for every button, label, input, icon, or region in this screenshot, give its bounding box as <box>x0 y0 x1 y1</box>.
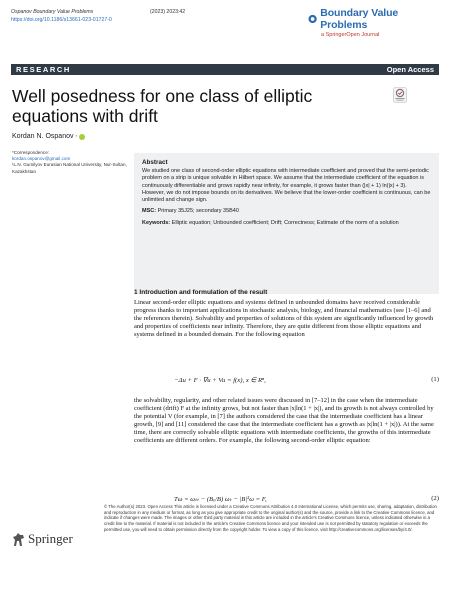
abstract-heading: Abstract <box>142 159 168 166</box>
citation-journal: Ospanov Boundary Value Problems <box>11 9 94 15</box>
journal-logo[interactable] <box>308 7 438 38</box>
keywords-text: Elliptic equation; Unbounded coefficient; Drift; Correctness; Estimate of the norm of a solution <box>171 219 399 226</box>
article-type-banner <box>11 64 439 75</box>
msc-line <box>142 208 431 215</box>
equation-1-body: −Δu + F · ∇u + Vu = f(x), x ∈ Rⁿ, <box>174 377 266 384</box>
author-marks: * <box>75 134 78 139</box>
body-paragraph-2: the solvability, regularity, and other related issues were discussed in [7–12] in the case when the intermediate coefficient (drift) F at the infinity grows, but not faster than |x|ln(1 + |x|), and its growth is not always controlled by the potential V (for example, in [7] the authors considered the case that the intermediate coefficient has a linear growth, [9] and [11] considered the case that the intermediate coefficient has a growth as |x|ln(1 + |x|)). At the same time, there are correctly solvable elliptic equations with intermediate coefficients, the growths of this intermediate coefficients are different orders. For example, the following second-order elliptic equation: <box>134 397 434 445</box>
citation-year-id: (2023) 2023:42 <box>150 9 186 15</box>
springer-horse-icon <box>12 532 25 547</box>
keywords-label: Keywords: <box>142 219 171 226</box>
abstract-text: We studied one class of second-order elliptic equations with intermediate coefficient and proved that the semi-periodic problem on a strip is unique solvable in Hilbert space. We assume that the intermediate coefficient of the equation is continuously differentiable and grows rapidly near infinity, for example, it grows faster than (|x| + 1) ln(|x| + 3). However, we do not impose bounds on its derivatives. We believe that the lower-order coefficient is continuous, can be unlimited and change sign. <box>142 168 431 204</box>
page-title: Well posedness for one class of elliptic equations with drift <box>12 86 313 126</box>
citation-header <box>11 9 112 24</box>
author-line <box>12 133 85 140</box>
abstract-box <box>134 153 439 294</box>
body-paragraph-1: Linear second-order elliptic equations and systems defined in unbounded domains have received considerable progress thanks to important applications in stochastic analysis, biology, and financial mathematics (see [1–6] and the references therein). Solvability and properties of solutions of this system are significantly influenced by growth and properties of coefficients near infinity. Therefore, they are quite different from those elliptic equations and systems defined in a bounded domain. For the following equation <box>134 299 434 339</box>
publisher-name: Springer <box>28 531 73 546</box>
license-text: © The Author(s) 2023. Open Access This article is licensed under a Creative Commons Attribution 4.0 International License, which permits use, sharing, adaptation, distribution and reproduction in any medium or format, as long as you give appropriate credit to the original author(s) and the source, provide a link to the Creative Commons licence, and indicate if changes were made. The images or other third party material in this article are included in the article's Creative Commons licence, unless indicated otherwise in a credit line to the material. If material is not included in the article's Creative Commons licence and your intended use is not permitted by statutory regulation or exceeds the permitted use, you will need to obtain permission directly from the copyright holder. To view a copy of this licence, visit http://creativecommons.org/licenses/by/4.0/. <box>104 504 437 532</box>
msc-label: MSC: <box>142 208 157 215</box>
section-heading: 1 Introduction and formulation of the result <box>134 289 268 296</box>
msc-codes: Primary 35J25; secondary 35B40 <box>157 208 239 215</box>
journal-logo-icon <box>308 14 317 24</box>
doi-link[interactable]: https://doi.org/10.1186/s13661-023-01727-0 <box>11 16 112 23</box>
author-name[interactable]: Kordan N. Ospanov <box>12 133 74 140</box>
article-type: RESEARCH <box>16 65 71 74</box>
open-access-label: Open Access <box>386 65 434 74</box>
journal-title: Boundary Value Problems <box>320 7 399 31</box>
publisher-logo <box>12 531 73 547</box>
author-email-link[interactable]: kordan.ospanov@gmail.com <box>12 156 71 162</box>
equation-1-number: (1) <box>431 376 439 383</box>
affiliation-text: ¹L.N. Gumilyov Eurasian National University, Nur-Sultan, Kazakhstan <box>12 162 127 174</box>
keywords-line <box>142 220 431 227</box>
correspondence-label: *Correspondence: <box>12 150 50 155</box>
check-for-updates-icon[interactable] <box>393 87 407 103</box>
equation-2-number: (2) <box>431 495 439 502</box>
affiliation-block <box>12 150 127 175</box>
journal-subtitle: a SpringerOpen Journal <box>321 32 380 38</box>
equation-2-body: Tω = ωₜₜ − (Bₓ/B) ωₜ − |B|²ω = F, <box>174 496 267 503</box>
orcid-icon[interactable] <box>79 134 85 140</box>
